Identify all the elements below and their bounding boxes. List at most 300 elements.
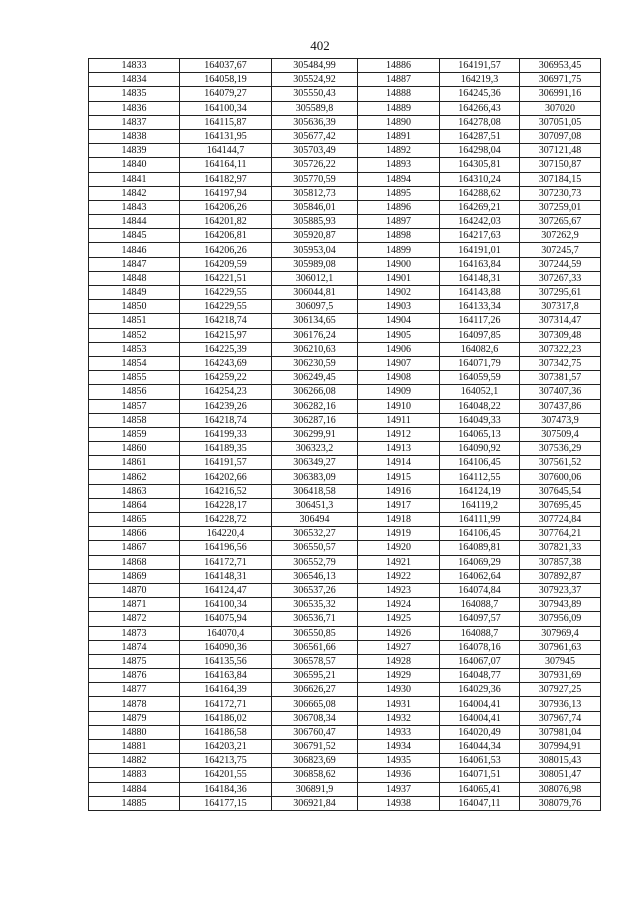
x-coordinate-right-cell: 164062,64 [440, 569, 520, 583]
x-coordinate-right-cell: 164082,6 [440, 342, 520, 356]
y-coordinate-left-cell: 306249,45 [272, 371, 358, 385]
point-number-left-cell: 14870 [89, 583, 180, 597]
x-coordinate-left-cell: 164202,66 [180, 470, 272, 484]
x-coordinate-right-cell: 164004,41 [440, 711, 520, 725]
point-number-left-cell: 14875 [89, 654, 180, 668]
y-coordinate-right-cell: 308076,98 [520, 782, 601, 796]
x-coordinate-right-cell: 164133,34 [440, 300, 520, 314]
x-coordinate-left-cell: 164206,26 [180, 243, 272, 257]
point-number-right-cell: 14897 [358, 215, 440, 229]
x-coordinate-right-cell: 164065,13 [440, 427, 520, 441]
y-coordinate-right-cell: 307943,89 [520, 598, 601, 612]
y-coordinate-left-cell: 306708,34 [272, 711, 358, 725]
y-coordinate-right-cell: 307381,57 [520, 371, 601, 385]
y-coordinate-right-cell: 307121,48 [520, 144, 601, 158]
point-number-right-cell: 14930 [358, 683, 440, 697]
y-coordinate-right-cell: 307342,75 [520, 356, 601, 370]
y-coordinate-right-cell: 307969,4 [520, 626, 601, 640]
point-number-left-cell: 14849 [89, 286, 180, 300]
y-coordinate-right-cell: 307927,25 [520, 683, 601, 697]
y-coordinate-left-cell: 306536,71 [272, 612, 358, 626]
table-row [89, 740, 601, 754]
x-coordinate-right-cell: 164029,36 [440, 683, 520, 697]
y-coordinate-right-cell: 307994,91 [520, 740, 601, 754]
point-number-right-cell: 14891 [358, 129, 440, 143]
point-number-left-cell: 14865 [89, 513, 180, 527]
point-number-left-cell: 14854 [89, 356, 180, 370]
y-coordinate-left-cell: 305677,42 [272, 129, 358, 143]
point-number-left-cell: 14855 [89, 371, 180, 385]
y-coordinate-left-cell: 306210,63 [272, 342, 358, 356]
y-coordinate-left-cell: 306561,66 [272, 640, 358, 654]
table-row [89, 796, 601, 810]
x-coordinate-right-cell: 164048,22 [440, 399, 520, 413]
y-coordinate-left-cell: 305636,39 [272, 115, 358, 129]
point-number-right-cell: 14906 [358, 342, 440, 356]
point-number-left-cell: 14843 [89, 200, 180, 214]
point-number-right-cell: 14915 [358, 470, 440, 484]
point-number-left-cell: 14872 [89, 612, 180, 626]
x-coordinate-right-cell: 164278,08 [440, 115, 520, 129]
x-coordinate-left-cell: 164189,35 [180, 442, 272, 456]
point-number-left-cell: 14847 [89, 257, 180, 271]
x-coordinate-left-cell: 164218,74 [180, 413, 272, 427]
point-number-right-cell: 14912 [358, 427, 440, 441]
y-coordinate-right-cell: 307857,38 [520, 555, 601, 569]
x-coordinate-left-cell: 164196,56 [180, 541, 272, 555]
x-coordinate-left-cell: 164220,4 [180, 527, 272, 541]
x-coordinate-left-cell: 164228,17 [180, 498, 272, 512]
y-coordinate-left-cell: 306323,2 [272, 442, 358, 456]
x-coordinate-right-cell: 164106,45 [440, 527, 520, 541]
table-row [89, 612, 601, 626]
x-coordinate-right-cell: 164069,29 [440, 555, 520, 569]
point-number-right-cell: 14889 [358, 101, 440, 115]
table-row [89, 626, 601, 640]
point-number-left-cell: 14837 [89, 115, 180, 129]
table-row [89, 271, 601, 285]
x-coordinate-left-cell: 164186,58 [180, 725, 272, 739]
point-number-left-cell: 14864 [89, 498, 180, 512]
y-coordinate-right-cell: 307407,36 [520, 385, 601, 399]
point-number-left-cell: 14869 [89, 569, 180, 583]
point-number-right-cell: 14909 [358, 385, 440, 399]
x-coordinate-left-cell: 164037,67 [180, 59, 272, 73]
y-coordinate-right-cell: 307309,48 [520, 328, 601, 342]
table-row [89, 768, 601, 782]
point-number-right-cell: 14934 [358, 740, 440, 754]
point-number-right-cell: 14900 [358, 257, 440, 271]
x-coordinate-left-cell: 164191,57 [180, 456, 272, 470]
y-coordinate-left-cell: 306418,58 [272, 484, 358, 498]
table-row [89, 669, 601, 683]
x-coordinate-left-cell: 164090,36 [180, 640, 272, 654]
y-coordinate-left-cell: 306044,81 [272, 286, 358, 300]
point-number-left-cell: 14876 [89, 669, 180, 683]
point-number-right-cell: 14892 [358, 144, 440, 158]
point-number-left-cell: 14863 [89, 484, 180, 498]
x-coordinate-left-cell: 164209,59 [180, 257, 272, 271]
point-number-left-cell: 14835 [89, 87, 180, 101]
y-coordinate-left-cell: 306012,1 [272, 271, 358, 285]
table-row [89, 541, 601, 555]
x-coordinate-left-cell: 164131,95 [180, 129, 272, 143]
y-coordinate-right-cell: 307322,23 [520, 342, 601, 356]
x-coordinate-right-cell: 164049,33 [440, 413, 520, 427]
x-coordinate-left-cell: 164229,55 [180, 286, 272, 300]
point-number-right-cell: 14907 [358, 356, 440, 370]
y-coordinate-right-cell: 307473,9 [520, 413, 601, 427]
x-coordinate-left-cell: 164215,97 [180, 328, 272, 342]
y-coordinate-left-cell: 306921,84 [272, 796, 358, 810]
y-coordinate-left-cell: 306791,52 [272, 740, 358, 754]
x-coordinate-right-cell: 164117,26 [440, 314, 520, 328]
y-coordinate-left-cell: 305703,49 [272, 144, 358, 158]
x-coordinate-left-cell: 164201,55 [180, 768, 272, 782]
x-coordinate-left-cell: 164163,84 [180, 669, 272, 683]
y-coordinate-left-cell: 305885,93 [272, 215, 358, 229]
point-number-right-cell: 14901 [358, 271, 440, 285]
y-coordinate-right-cell: 308015,43 [520, 754, 601, 768]
x-coordinate-left-cell: 164186,02 [180, 711, 272, 725]
table-row [89, 640, 601, 654]
y-coordinate-left-cell: 306494 [272, 513, 358, 527]
table-row [89, 144, 601, 158]
table-row [89, 413, 601, 427]
point-number-right-cell: 14936 [358, 768, 440, 782]
point-number-left-cell: 14840 [89, 158, 180, 172]
x-coordinate-left-cell: 164228,72 [180, 513, 272, 527]
x-coordinate-right-cell: 164078,16 [440, 640, 520, 654]
point-number-left-cell: 14839 [89, 144, 180, 158]
x-coordinate-left-cell: 164148,31 [180, 569, 272, 583]
table-row [89, 470, 601, 484]
point-number-right-cell: 14935 [358, 754, 440, 768]
point-number-left-cell: 14852 [89, 328, 180, 342]
table-row [89, 427, 601, 441]
y-coordinate-left-cell: 305484,99 [272, 59, 358, 73]
y-coordinate-left-cell: 306266,08 [272, 385, 358, 399]
y-coordinate-left-cell: 306552,79 [272, 555, 358, 569]
point-number-left-cell: 14842 [89, 186, 180, 200]
y-coordinate-left-cell: 305770,59 [272, 172, 358, 186]
y-coordinate-left-cell: 306595,21 [272, 669, 358, 683]
y-coordinate-right-cell: 306953,45 [520, 59, 601, 73]
table-row [89, 456, 601, 470]
y-coordinate-left-cell: 306535,32 [272, 598, 358, 612]
point-number-right-cell: 14932 [358, 711, 440, 725]
y-coordinate-left-cell: 306134,65 [272, 314, 358, 328]
point-number-left-cell: 14857 [89, 399, 180, 413]
y-coordinate-left-cell: 306299,91 [272, 427, 358, 441]
point-number-left-cell: 14871 [89, 598, 180, 612]
point-number-right-cell: 14887 [358, 73, 440, 87]
y-coordinate-right-cell: 307821,33 [520, 541, 601, 555]
point-number-left-cell: 14883 [89, 768, 180, 782]
x-coordinate-right-cell: 164004,41 [440, 697, 520, 711]
y-coordinate-left-cell: 305812,73 [272, 186, 358, 200]
y-coordinate-right-cell: 307509,4 [520, 427, 601, 441]
point-number-right-cell: 14890 [358, 115, 440, 129]
point-number-right-cell: 14914 [358, 456, 440, 470]
point-number-left-cell: 14862 [89, 470, 180, 484]
y-coordinate-right-cell: 307536,29 [520, 442, 601, 456]
x-coordinate-left-cell: 164213,75 [180, 754, 272, 768]
x-coordinate-right-cell: 164044,34 [440, 740, 520, 754]
table-row [89, 243, 601, 257]
y-coordinate-right-cell: 307437,86 [520, 399, 601, 413]
table-row [89, 754, 601, 768]
y-coordinate-left-cell: 306858,62 [272, 768, 358, 782]
point-number-left-cell: 14859 [89, 427, 180, 441]
point-number-right-cell: 14921 [358, 555, 440, 569]
x-coordinate-right-cell: 164089,81 [440, 541, 520, 555]
point-number-right-cell: 14933 [358, 725, 440, 739]
x-coordinate-left-cell: 164239,26 [180, 399, 272, 413]
point-number-right-cell: 14925 [358, 612, 440, 626]
x-coordinate-right-cell: 164061,53 [440, 754, 520, 768]
table-row [89, 229, 601, 243]
point-number-left-cell: 14867 [89, 541, 180, 555]
point-number-right-cell: 14898 [358, 229, 440, 243]
point-number-right-cell: 14886 [358, 59, 440, 73]
table-row [89, 371, 601, 385]
point-number-right-cell: 14910 [358, 399, 440, 413]
x-coordinate-left-cell: 164070,4 [180, 626, 272, 640]
table-row [89, 442, 601, 456]
point-number-left-cell: 14848 [89, 271, 180, 285]
table-row [89, 527, 601, 541]
point-number-left-cell: 14838 [89, 129, 180, 143]
table-row [89, 73, 601, 87]
y-coordinate-left-cell: 306282,16 [272, 399, 358, 413]
x-coordinate-left-cell: 164100,34 [180, 101, 272, 115]
point-number-left-cell: 14879 [89, 711, 180, 725]
y-coordinate-right-cell: 306971,75 [520, 73, 601, 87]
y-coordinate-left-cell: 305589,8 [272, 101, 358, 115]
table-row [89, 300, 601, 314]
y-coordinate-right-cell: 306991,16 [520, 87, 601, 101]
table-row [89, 484, 601, 498]
x-coordinate-right-cell: 164269,21 [440, 200, 520, 214]
y-coordinate-left-cell: 305953,04 [272, 243, 358, 257]
point-number-left-cell: 14860 [89, 442, 180, 456]
y-coordinate-right-cell: 307956,09 [520, 612, 601, 626]
point-number-right-cell: 14899 [358, 243, 440, 257]
y-coordinate-right-cell: 307931,69 [520, 669, 601, 683]
x-coordinate-left-cell: 164221,51 [180, 271, 272, 285]
point-number-left-cell: 14861 [89, 456, 180, 470]
y-coordinate-left-cell: 306176,24 [272, 328, 358, 342]
point-number-left-cell: 14885 [89, 796, 180, 810]
x-coordinate-left-cell: 164124,47 [180, 583, 272, 597]
point-number-right-cell: 14919 [358, 527, 440, 541]
x-coordinate-left-cell: 164058,19 [180, 73, 272, 87]
table-row [89, 725, 601, 739]
x-coordinate-right-cell: 164148,31 [440, 271, 520, 285]
y-coordinate-left-cell: 306891,9 [272, 782, 358, 796]
x-coordinate-left-cell: 164243,69 [180, 356, 272, 370]
x-coordinate-left-cell: 164197,94 [180, 186, 272, 200]
point-number-left-cell: 14868 [89, 555, 180, 569]
y-coordinate-right-cell: 307967,74 [520, 711, 601, 725]
x-coordinate-left-cell: 164172,71 [180, 555, 272, 569]
point-number-left-cell: 14851 [89, 314, 180, 328]
x-coordinate-right-cell: 164071,51 [440, 768, 520, 782]
y-coordinate-right-cell: 307265,67 [520, 215, 601, 229]
table-row [89, 654, 601, 668]
x-coordinate-left-cell: 164199,33 [180, 427, 272, 441]
point-number-left-cell: 14877 [89, 683, 180, 697]
table-row [89, 328, 601, 342]
x-coordinate-left-cell: 164182,97 [180, 172, 272, 186]
point-number-right-cell: 14938 [358, 796, 440, 810]
table-row [89, 172, 601, 186]
table-row [89, 683, 601, 697]
y-coordinate-right-cell: 307230,73 [520, 186, 601, 200]
x-coordinate-left-cell: 164135,56 [180, 654, 272, 668]
x-coordinate-left-cell: 164206,81 [180, 229, 272, 243]
x-coordinate-right-cell: 164106,45 [440, 456, 520, 470]
table-row [89, 101, 601, 115]
x-coordinate-right-cell: 164143,88 [440, 286, 520, 300]
point-number-right-cell: 14918 [358, 513, 440, 527]
y-coordinate-right-cell: 307892,87 [520, 569, 601, 583]
x-coordinate-left-cell: 164203,21 [180, 740, 272, 754]
point-number-left-cell: 14850 [89, 300, 180, 314]
y-coordinate-right-cell: 307051,05 [520, 115, 601, 129]
point-number-left-cell: 14874 [89, 640, 180, 654]
point-number-left-cell: 14833 [89, 59, 180, 73]
x-coordinate-right-cell: 164124,19 [440, 484, 520, 498]
table-row [89, 569, 601, 583]
table-row [89, 399, 601, 413]
point-number-right-cell: 14888 [358, 87, 440, 101]
y-coordinate-left-cell: 306578,57 [272, 654, 358, 668]
y-coordinate-left-cell: 306626,27 [272, 683, 358, 697]
point-number-right-cell: 14927 [358, 640, 440, 654]
y-coordinate-left-cell: 306546,13 [272, 569, 358, 583]
table-row [89, 286, 601, 300]
y-coordinate-right-cell: 307936,13 [520, 697, 601, 711]
point-number-right-cell: 14917 [358, 498, 440, 512]
y-coordinate-left-cell: 306537,26 [272, 583, 358, 597]
y-coordinate-left-cell: 305726,22 [272, 158, 358, 172]
table-row [89, 711, 601, 725]
point-number-right-cell: 14911 [358, 413, 440, 427]
table-row [89, 186, 601, 200]
y-coordinate-right-cell: 307724,84 [520, 513, 601, 527]
x-coordinate-right-cell: 164047,11 [440, 796, 520, 810]
y-coordinate-left-cell: 305989,08 [272, 257, 358, 271]
table-row [89, 314, 601, 328]
x-coordinate-left-cell: 164216,52 [180, 484, 272, 498]
table-row [89, 158, 601, 172]
table-row [89, 385, 601, 399]
x-coordinate-left-cell: 164115,87 [180, 115, 272, 129]
x-coordinate-right-cell: 164111,99 [440, 513, 520, 527]
y-coordinate-right-cell: 307097,08 [520, 129, 601, 143]
y-coordinate-left-cell: 306823,69 [272, 754, 358, 768]
table-row [89, 87, 601, 101]
y-coordinate-left-cell: 305550,43 [272, 87, 358, 101]
point-number-right-cell: 14924 [358, 598, 440, 612]
point-number-right-cell: 14916 [358, 484, 440, 498]
x-coordinate-right-cell: 164067,07 [440, 654, 520, 668]
point-number-right-cell: 14922 [358, 569, 440, 583]
point-number-left-cell: 14841 [89, 172, 180, 186]
page-number: 402 [310, 38, 330, 53]
y-coordinate-left-cell: 306665,08 [272, 697, 358, 711]
point-number-right-cell: 14929 [358, 669, 440, 683]
x-coordinate-right-cell: 164071,79 [440, 356, 520, 370]
y-coordinate-right-cell: 307314,47 [520, 314, 601, 328]
point-number-right-cell: 14931 [358, 697, 440, 711]
y-coordinate-right-cell: 307295,61 [520, 286, 601, 300]
point-number-left-cell: 14846 [89, 243, 180, 257]
x-coordinate-right-cell: 164097,57 [440, 612, 520, 626]
x-coordinate-right-cell: 164097,85 [440, 328, 520, 342]
point-number-right-cell: 14928 [358, 654, 440, 668]
coordinates-table-body [89, 59, 601, 811]
y-coordinate-right-cell: 307317,8 [520, 300, 601, 314]
y-coordinate-left-cell: 305524,92 [272, 73, 358, 87]
x-coordinate-right-cell: 164217,63 [440, 229, 520, 243]
x-coordinate-right-cell: 164059,59 [440, 371, 520, 385]
x-coordinate-right-cell: 164266,43 [440, 101, 520, 115]
x-coordinate-left-cell: 164184,36 [180, 782, 272, 796]
point-number-left-cell: 14858 [89, 413, 180, 427]
y-coordinate-right-cell: 307945 [520, 654, 601, 668]
point-number-left-cell: 14881 [89, 740, 180, 754]
point-number-left-cell: 14845 [89, 229, 180, 243]
x-coordinate-right-cell: 164242,03 [440, 215, 520, 229]
table-row [89, 59, 601, 73]
x-coordinate-left-cell: 164144,7 [180, 144, 272, 158]
point-number-right-cell: 14902 [358, 286, 440, 300]
point-number-right-cell: 14896 [358, 200, 440, 214]
x-coordinate-right-cell: 164287,51 [440, 129, 520, 143]
point-number-left-cell: 14878 [89, 697, 180, 711]
point-number-right-cell: 14926 [358, 626, 440, 640]
y-coordinate-right-cell: 307267,33 [520, 271, 601, 285]
point-number-right-cell: 14908 [358, 371, 440, 385]
x-coordinate-right-cell: 164020,49 [440, 725, 520, 739]
x-coordinate-right-cell: 164052,1 [440, 385, 520, 399]
y-coordinate-right-cell: 307184,15 [520, 172, 601, 186]
table-row [89, 257, 601, 271]
point-number-left-cell: 14866 [89, 527, 180, 541]
x-coordinate-left-cell: 164164,11 [180, 158, 272, 172]
x-coordinate-right-cell: 164310,24 [440, 172, 520, 186]
y-coordinate-right-cell: 307981,04 [520, 725, 601, 739]
point-number-left-cell: 14880 [89, 725, 180, 739]
y-coordinate-right-cell: 307695,45 [520, 498, 601, 512]
point-number-left-cell: 14884 [89, 782, 180, 796]
table-row [89, 200, 601, 214]
point-number-right-cell: 14937 [358, 782, 440, 796]
x-coordinate-right-cell: 164065,41 [440, 782, 520, 796]
y-coordinate-right-cell: 307259,01 [520, 200, 601, 214]
x-coordinate-right-cell: 164298,04 [440, 144, 520, 158]
y-coordinate-left-cell: 306230,59 [272, 356, 358, 370]
x-coordinate-left-cell: 164259,22 [180, 371, 272, 385]
x-coordinate-right-cell: 164245,36 [440, 87, 520, 101]
x-coordinate-left-cell: 164229,55 [180, 300, 272, 314]
table-row [89, 697, 601, 711]
x-coordinate-right-cell: 164288,62 [440, 186, 520, 200]
y-coordinate-right-cell: 307961,63 [520, 640, 601, 654]
